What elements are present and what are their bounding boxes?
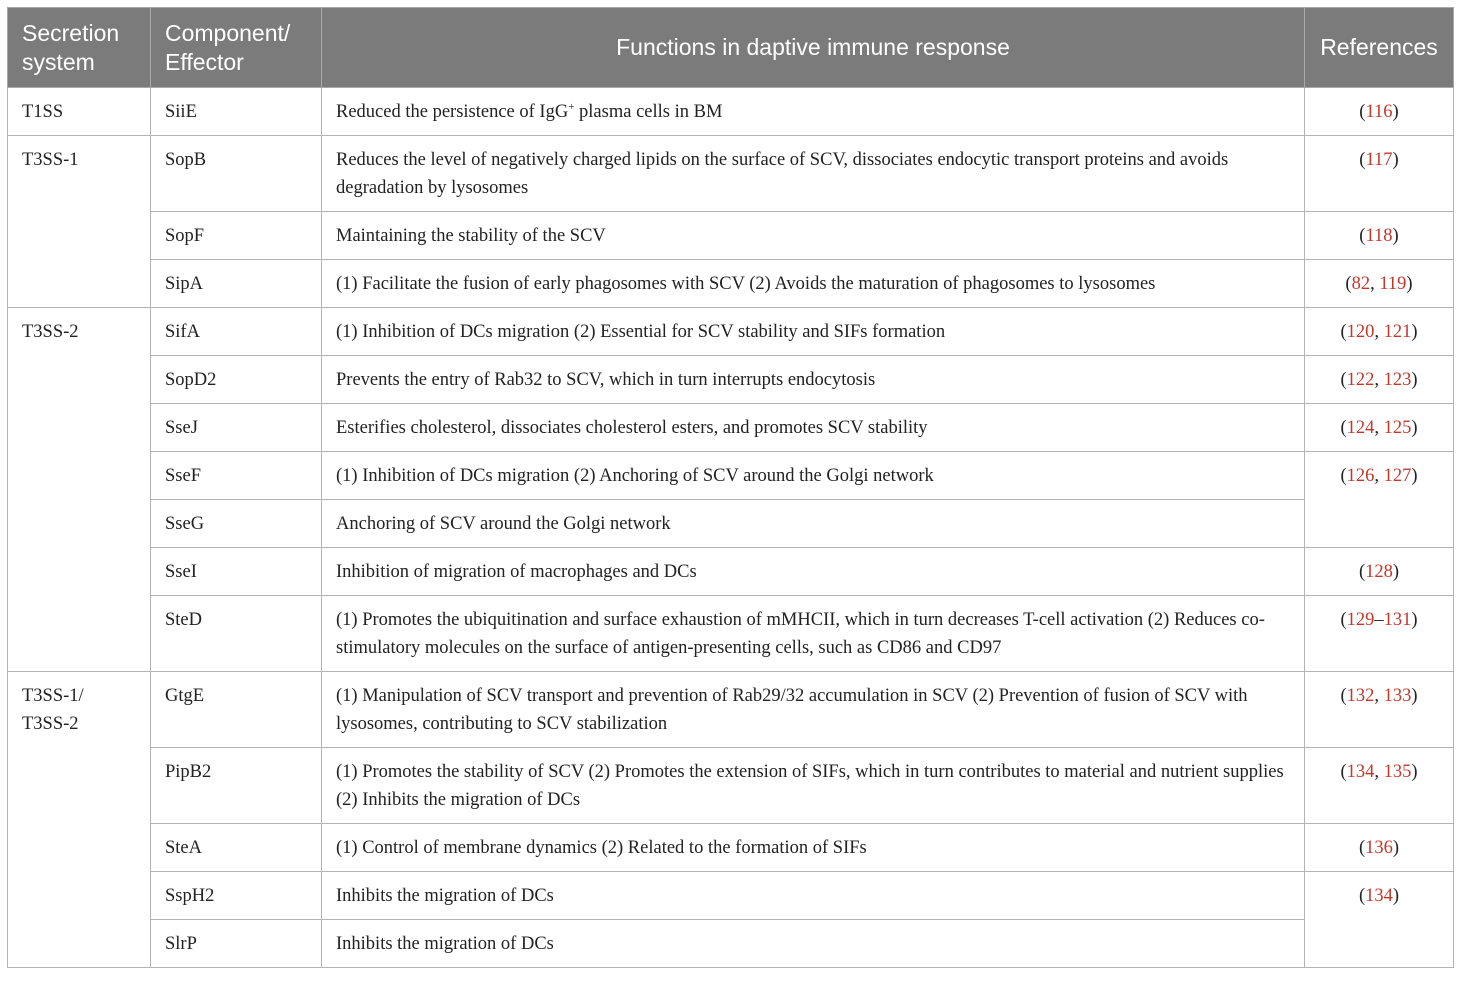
reference-cell: (126, 127) [1305, 452, 1454, 548]
function-cell: (1) Facilitate the fusion of early phagosomes with SCV (2) Avoids the maturation of phagosomes to lysosomes [322, 260, 1305, 308]
reference-cell: (134) [1305, 872, 1454, 968]
reference-cell: (136) [1305, 824, 1454, 872]
component-cell: SiiE [151, 88, 322, 136]
function-cell: Inhibition of migration of macrophages and DCs [322, 548, 1305, 596]
function-cell: (1) Control of membrane dynamics (2) Related to the formation of SIFs [322, 824, 1305, 872]
component-cell: GtgE [151, 672, 322, 748]
reference-link[interactable]: 127 [1383, 466, 1412, 486]
table-row [8, 308, 1454, 356]
function-cell: Esterifies cholesterol, dissociates cholesterol esters, and promotes SCV stability [322, 404, 1305, 452]
reference-link[interactable]: 126 [1346, 466, 1375, 486]
table-row [8, 404, 1454, 452]
reference-cell: (128) [1305, 548, 1454, 596]
table-row [8, 88, 1454, 136]
component-cell: SopD2 [151, 356, 322, 404]
function-cell: Prevents the entry of Rab32 to SCV, which in turn interrupts endocytosis [322, 356, 1305, 404]
reference-cell: (122, 123) [1305, 356, 1454, 404]
component-cell: SseF [151, 452, 322, 500]
function-cell: Reduces the level of negatively charged lipids on the surface of SCV, dissociates endocytic transport proteins and avoids degradation by lysosomes [322, 136, 1305, 212]
reference-link[interactable]: 120 [1346, 322, 1375, 342]
component-cell: SseJ [151, 404, 322, 452]
function-cell: (1) Inhibition of DCs migration (2) Anchoring of SCV around the Golgi network [322, 452, 1305, 500]
reference-link[interactable]: 119 [1379, 274, 1407, 294]
secretion-system-cell: T3SS-2 [8, 308, 151, 672]
component-cell: SlrP [151, 920, 322, 968]
reference-cell: (124, 125) [1305, 404, 1454, 452]
table-row [8, 872, 1454, 920]
reference-cell: (132, 133) [1305, 672, 1454, 748]
table-row [8, 672, 1454, 748]
secretion-system-cell: T3SS-1/ T3SS-2 [8, 672, 151, 968]
secretion-system-cell: T1SS [8, 88, 151, 136]
function-cell: Inhibits the migration of DCs [322, 872, 1305, 920]
header-secretion-system: Secretion system [8, 8, 151, 88]
reference-link[interactable]: 131 [1383, 610, 1412, 630]
table-row [8, 260, 1454, 308]
function-cell: Inhibits the migration of DCs [322, 920, 1305, 968]
table-row [8, 500, 1454, 548]
component-cell: SopB [151, 136, 322, 212]
table-row [8, 748, 1454, 824]
reference-link[interactable]: 118 [1365, 226, 1393, 246]
reference-link[interactable]: 136 [1365, 838, 1393, 858]
reference-link[interactable]: 128 [1365, 562, 1393, 582]
reference-link[interactable]: 124 [1346, 418, 1375, 438]
component-cell: SseI [151, 548, 322, 596]
function-cell: (1) Promotes the stability of SCV (2) Promotes the extension of SIFs, which in turn contributes to material and nutrient supplies (2) Inhibits the migration of DCs [322, 748, 1305, 824]
reference-link[interactable]: 117 [1365, 150, 1393, 170]
table-row [8, 824, 1454, 872]
component-cell: SteA [151, 824, 322, 872]
reference-link[interactable]: 82 [1351, 274, 1371, 294]
reference-link[interactable]: 134 [1365, 886, 1393, 906]
component-cell: PipB2 [151, 748, 322, 824]
header-references: References [1305, 8, 1454, 88]
header-component-effector: Component/ Effector [151, 8, 322, 88]
reference-cell: (116) [1305, 88, 1454, 136]
table-row [8, 452, 1454, 500]
table-row [8, 136, 1454, 212]
reference-link[interactable]: 135 [1383, 762, 1412, 782]
reference-cell: (134, 135) [1305, 748, 1454, 824]
reference-cell: (82, 119) [1305, 260, 1454, 308]
table-row [8, 356, 1454, 404]
reference-link[interactable]: 125 [1383, 418, 1412, 438]
effectors-table [7, 7, 1454, 968]
reference-cell: (120, 121) [1305, 308, 1454, 356]
reference-cell: (117) [1305, 136, 1454, 212]
reference-link[interactable]: 133 [1383, 686, 1412, 706]
function-cell: (1) Inhibition of DCs migration (2) Essential for SCV stability and SIFs formation [322, 308, 1305, 356]
table-row [8, 920, 1454, 968]
reference-link[interactable]: 121 [1383, 322, 1412, 342]
component-cell: SopF [151, 212, 322, 260]
table-row [8, 548, 1454, 596]
function-cell: (1) Promotes the ubiquitination and surface exhaustion of mMHCII, which in turn decreases T-cell activation (2) Reduces co-stimulatory molecules on the surface of antigen-presenting cells, such as CD86 and CD97 [322, 596, 1305, 672]
component-cell: SspH2 [151, 872, 322, 920]
reference-link[interactable]: 132 [1346, 686, 1375, 706]
reference-link[interactable]: 134 [1346, 762, 1375, 782]
header-functions: Functions in daptive immune response [322, 8, 1305, 88]
header-row [8, 8, 1454, 88]
component-cell: SifA [151, 308, 322, 356]
component-cell: SseG [151, 500, 322, 548]
reference-link[interactable]: 129 [1346, 610, 1375, 630]
table-row [8, 212, 1454, 260]
table-row [8, 596, 1454, 672]
reference-link[interactable]: 116 [1365, 102, 1393, 122]
reference-cell: (118) [1305, 212, 1454, 260]
component-cell: SipA [151, 260, 322, 308]
reference-link[interactable]: 123 [1383, 370, 1412, 390]
function-cell: (1) Manipulation of SCV transport and prevention of Rab29/32 accumulation in SCV (2) Prevention of fusion of SCV with lysosomes, contributing to SCV stabilization [322, 672, 1305, 748]
component-cell: SteD [151, 596, 322, 672]
secretion-system-cell: T3SS-1 [8, 136, 151, 308]
reference-link[interactable]: 122 [1346, 370, 1375, 390]
function-cell: Reduced the persistence of IgG+ plasma cells in BM [322, 88, 1305, 136]
function-cell: Anchoring of SCV around the Golgi network [322, 500, 1305, 548]
function-cell: Maintaining the stability of the SCV [322, 212, 1305, 260]
reference-cell: (129–131) [1305, 596, 1454, 672]
